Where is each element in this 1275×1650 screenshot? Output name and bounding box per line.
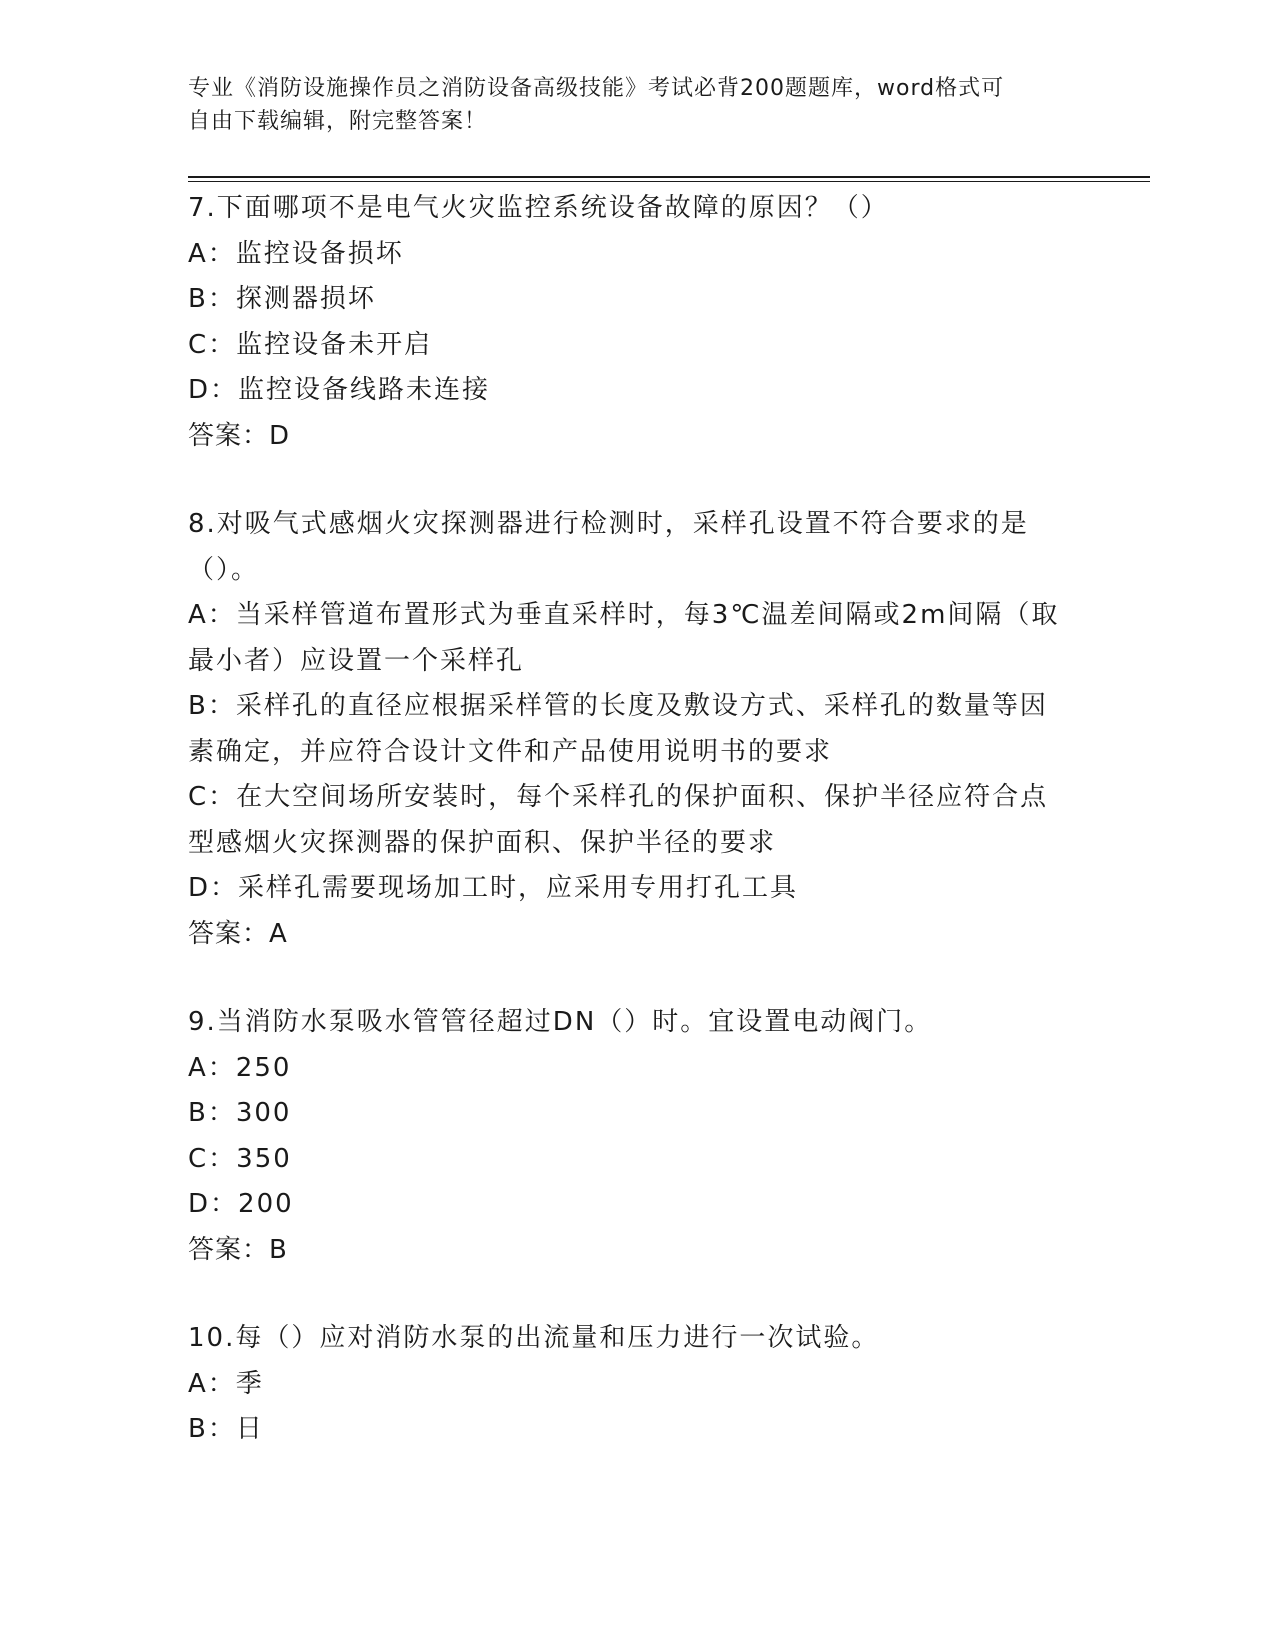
option-d: D：200: [188, 1189, 294, 1219]
option-d: D：采样孔需要现场加工时，应采用专用打孔工具: [188, 873, 799, 903]
option-d: D：监控设备线路未连接: [188, 375, 491, 405]
header-line-1: 专业《消防设施操作员之消防设备高级技能》考试必背200题题库，word格式可: [188, 76, 1005, 101]
question-text-continued: （）。: [188, 554, 260, 585]
question-8: [188, 502, 1088, 957]
question-10: [188, 1316, 1088, 1453]
option-c: C：在大空间场所安装时，每个采样孔的保护面积、保护半径应符合点: [188, 782, 1049, 812]
option-b: B：300: [188, 1098, 292, 1128]
question-text: 8.对吸气式感烟火灾探测器进行检测时，采样孔设置不符合要求的是: [188, 509, 1029, 539]
option-b: B：探测器损坏: [188, 284, 376, 314]
option-a: A：250: [188, 1052, 292, 1083]
answer-text: 答案：B: [188, 1234, 288, 1265]
option-b: B：采样孔的直径应根据采样管的长度及敷设方式、采样孔的数量等因: [188, 691, 1048, 721]
question-7: [188, 186, 1088, 459]
question-9: [188, 1000, 1088, 1273]
option-c: C：350: [188, 1143, 292, 1174]
document-header: [188, 72, 1068, 138]
option-a: A：监控设备损坏: [188, 238, 404, 269]
question-text: 10.每（）应对消防水泵的出流量和压力进行一次试验。: [188, 1323, 880, 1353]
question-list: [188, 186, 1088, 1496]
option-a: A：当采样管道布置形式为垂直采样时，每3℃温差间隔或2m间隔（取: [188, 600, 1060, 630]
header-line-2: 自由下载编辑，附完整答案！: [188, 109, 488, 134]
option-c-continued: 型感烟火灾探测器的保护面积、保护半径的要求: [188, 827, 777, 858]
header-divider-thick: [188, 176, 1150, 178]
option-b-continued: 素确定，并应符合设计文件和产品使用说明书的要求: [188, 736, 833, 767]
option-b: B：日: [188, 1414, 264, 1444]
question-text: 9.当消防水泵吸水管管径超过DN（）时。宜设置电动阀门。: [188, 1007, 933, 1037]
option-c: C：监控设备未开启: [188, 329, 433, 360]
header-divider-thin: [188, 181, 1150, 182]
option-a-continued: 最小者）应设置一个采样孔: [188, 645, 525, 676]
answer-text: 答案：A: [188, 918, 288, 949]
answer-text: 答案：D: [188, 420, 291, 451]
option-a: A：季: [188, 1368, 264, 1399]
question-text: 7.下面哪项不是电气火灾监控系统设备故障的原因？（）: [188, 193, 889, 223]
